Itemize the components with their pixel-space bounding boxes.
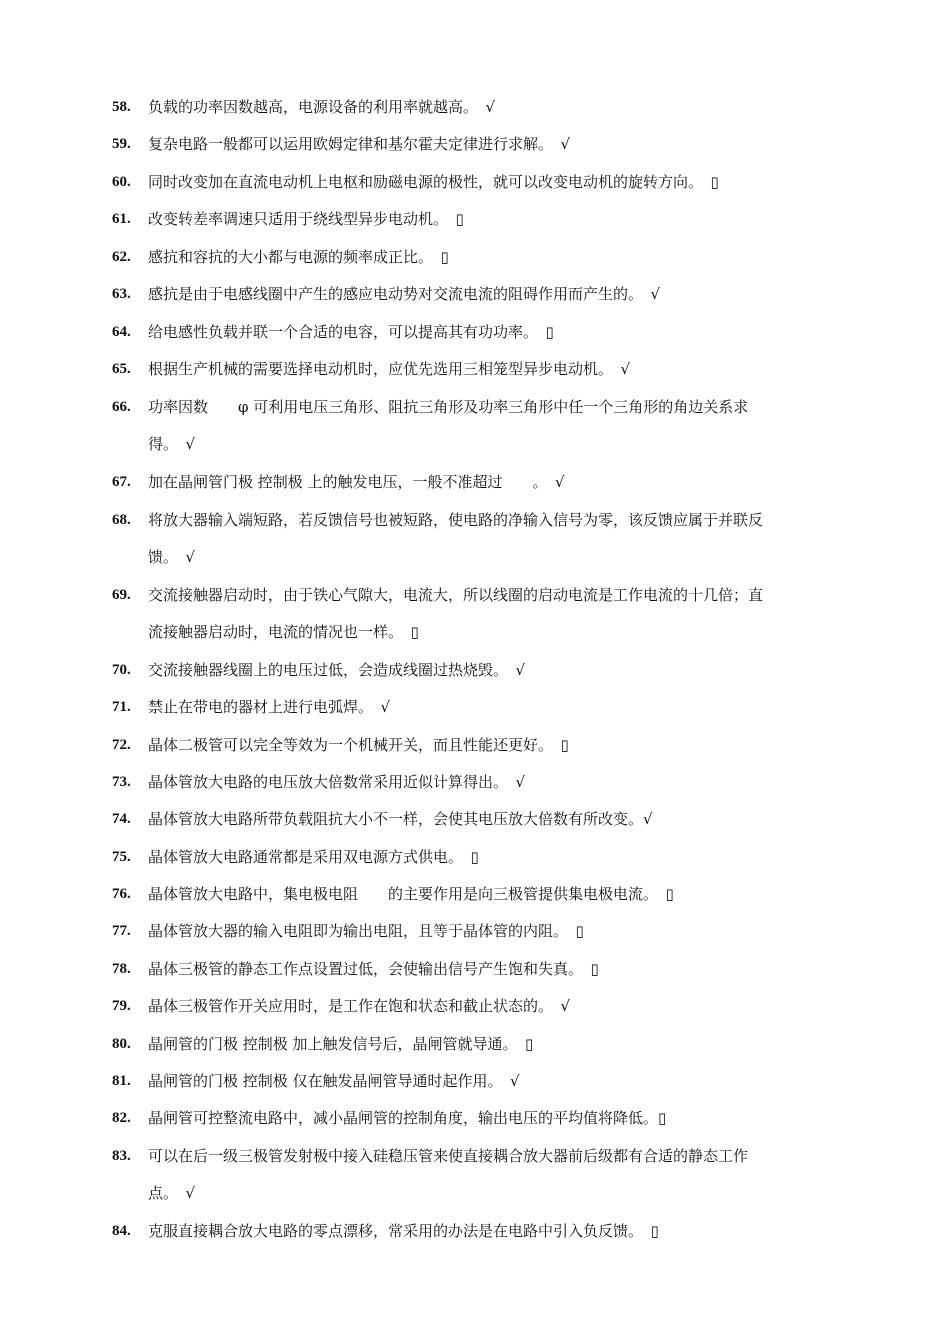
question-text: 给电感性负载并联一个合适的电容，可以提高其有功功率。 ▯ bbox=[148, 323, 554, 341]
question-number: 62. bbox=[112, 249, 131, 265]
question-number: 80. bbox=[112, 1036, 131, 1052]
question-text: 晶体三极管作开关应用时，是工作在饱和状态和截止状态的。 √ bbox=[148, 997, 571, 1015]
question-text: 晶体二极管可以完全等效为一个机械开关，而且性能还更好。 ▯ bbox=[148, 736, 569, 754]
question-number: 66. bbox=[112, 399, 131, 415]
question-text: 根据生产机械的需要选择电动机时，应优先选用三相笼型异步电动机。 √ bbox=[148, 360, 631, 378]
question-item bbox=[112, 314, 842, 351]
question-number: 61. bbox=[112, 211, 131, 227]
question-number: 73. bbox=[112, 774, 131, 790]
question-text: 晶闸管的门极 控制极 加上触发信号后，晶闸管就导通。 ▯ bbox=[148, 1035, 534, 1053]
question-number: 82. bbox=[112, 1110, 131, 1126]
question-item bbox=[112, 1063, 842, 1100]
question-text: 晶体三极管的静态工作点设置过低，会使输出信号产生饱和失真。 ▯ bbox=[148, 960, 599, 978]
question-number: 59. bbox=[112, 136, 131, 152]
question-item bbox=[112, 89, 842, 126]
question-number: 74. bbox=[112, 811, 131, 827]
question-text: 可以在后一级三极管发射极中接入硅稳压管来使直接耦合放大器前后级都有合适的静态工作 bbox=[148, 1147, 749, 1165]
question-number: 67. bbox=[112, 474, 131, 490]
question-item bbox=[112, 164, 842, 201]
question-text: 感抗和容抗的大小都与电源的频率成正比。 ▯ bbox=[148, 248, 449, 266]
question-text: 复杂电路一般都可以运用欧姆定律和基尔霍夫定律进行求解。 √ bbox=[148, 135, 571, 153]
question-text: 晶闸管的门极 控制极 仅在触发晶闸管导通时起作用。 √ bbox=[148, 1072, 520, 1090]
question-number: 60. bbox=[112, 174, 131, 190]
question-item bbox=[112, 201, 842, 238]
question-number: 63. bbox=[112, 286, 131, 302]
question-item bbox=[112, 652, 842, 689]
question-text: 禁止在带电的器材上进行电弧焊。 √ bbox=[148, 698, 391, 716]
question-item bbox=[112, 577, 842, 651]
question-number: 75. bbox=[112, 849, 131, 865]
question-number: 68. bbox=[112, 512, 131, 528]
question-item bbox=[112, 276, 842, 313]
question-number: 69. bbox=[112, 587, 131, 603]
question-item bbox=[112, 876, 842, 913]
question-text: 晶体管放大电路所带负载阻抗大小不一样，会使其电压放大倍数有所改变。√ bbox=[148, 810, 653, 828]
question-text: 加在晶闸管门极 控制极 上的触发电压，一般不准超过 。 √ bbox=[148, 473, 565, 491]
question-item bbox=[112, 351, 842, 388]
question-text: 馈。 √ bbox=[148, 548, 196, 566]
question-text: 晶体管放大电路中，集电极电阻 的主要作用是向三极管提供集电极电流。 ▯ bbox=[148, 885, 674, 903]
question-item bbox=[112, 689, 842, 726]
question-text: 功率因数 φ 可利用电压三角形、阻抗三角形及功率三角形中任一个三角形的角边关系求 bbox=[148, 398, 749, 416]
question-item bbox=[112, 464, 842, 501]
question-item bbox=[112, 1100, 842, 1137]
question-number: 79. bbox=[112, 998, 131, 1014]
question-text: 感抗是由于电感线圈中产生的感应电动势对交流电流的阻碍作用而产生的。 √ bbox=[148, 285, 661, 303]
question-text: 晶体管放大器的输入电阻即为输出电阻，且等于晶体管的内阻。 ▯ bbox=[148, 922, 584, 940]
question-number: 70. bbox=[112, 662, 131, 678]
question-text: 将放大器输入端短路，若反馈信号也被短路，使电路的净输入信号为零，该反馈应属于并联反 bbox=[148, 511, 764, 529]
question-item bbox=[112, 764, 842, 801]
question-text: 克服直接耦合放大电路的零点漂移，常采用的办法是在电路中引入负反馈。 ▯ bbox=[148, 1222, 659, 1240]
question-item bbox=[112, 239, 842, 276]
question-item bbox=[112, 1026, 842, 1063]
question-text: 改变转差率调速只适用于绕线型异步电动机。 ▯ bbox=[148, 210, 464, 228]
question-text: 晶体管放大电路通常都是采用双电源方式供电。 ▯ bbox=[148, 848, 479, 866]
question-item bbox=[112, 801, 842, 838]
question-text: 负载的功率因数越高，电源设备的利用率就越高。 √ bbox=[148, 98, 496, 116]
question-item bbox=[112, 951, 842, 988]
question-text: 交流接触器启动时，由于铁心气隙大，电流大，所以线圈的启动电流是工作电流的十几倍；直 bbox=[148, 586, 764, 604]
question-item bbox=[112, 839, 842, 876]
question-number: 76. bbox=[112, 886, 131, 902]
question-number: 81. bbox=[112, 1073, 131, 1089]
question-item bbox=[112, 913, 842, 950]
question-number: 84. bbox=[112, 1223, 131, 1239]
question-text: 晶闸管可控整流电路中，减小晶闸管的控制角度，输出电压的平均值将降低。▯ bbox=[148, 1109, 667, 1127]
question-text: 得。 √ bbox=[148, 435, 196, 453]
question-item bbox=[112, 389, 842, 463]
question-item bbox=[112, 727, 842, 764]
question-number: 58. bbox=[112, 99, 131, 115]
question-text: 同时改变加在直流电动机上电枢和励磁电源的极性，就可以改变电动机的旋转方向。 ▯ bbox=[148, 173, 719, 191]
question-number: 77. bbox=[112, 923, 131, 939]
question-text: 流接触器启动时，电流的情况也一样。 ▯ bbox=[148, 623, 419, 641]
question-number: 65. bbox=[112, 361, 131, 377]
question-text: 点。 √ bbox=[148, 1184, 196, 1202]
question-item bbox=[112, 1213, 842, 1250]
question-item bbox=[112, 502, 842, 576]
question-text: 交流接触器线圈上的电压过低，会造成线圈过热烧毁。 √ bbox=[148, 661, 526, 679]
question-item bbox=[112, 1138, 842, 1212]
question-item bbox=[112, 988, 842, 1025]
question-number: 78. bbox=[112, 961, 131, 977]
question-number: 64. bbox=[112, 324, 131, 340]
question-number: 72. bbox=[112, 737, 131, 753]
question-number: 71. bbox=[112, 699, 131, 715]
question-number: 83. bbox=[112, 1148, 131, 1164]
question-text: 晶体管放大电路的电压放大倍数常采用近似计算得出。 √ bbox=[148, 773, 526, 791]
question-item bbox=[112, 126, 842, 163]
